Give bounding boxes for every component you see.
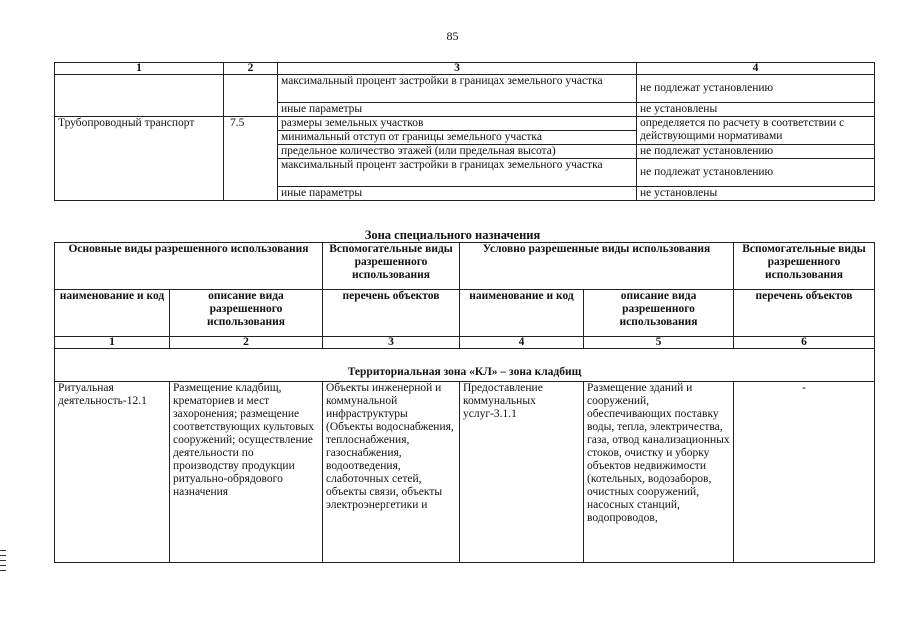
empty-cell (55, 75, 224, 117)
header-cell: 2 (224, 63, 278, 75)
column-number: 2 (170, 337, 323, 349)
conditional-uses-header: Условно разрешенные виды использования (460, 243, 734, 290)
param-cell: иные параметры (278, 187, 637, 201)
column-number: 6 (734, 337, 875, 349)
value-cell: не подлежат установлению (637, 159, 875, 187)
table-header-row (55, 63, 875, 75)
use-name-cell: Трубопроводный транспорт (55, 117, 224, 201)
territorial-zone-title: Территориальная зона «КЛ» – зона кладбищ (55, 349, 875, 382)
objects-list-cell: Объекты инженерной и коммунальной инфраструктуры (Объекты водоснабжения, теплоснабжения, газоснабжения, водоотведения, слаботочных сетей, объекты связи, объекты электроэнергетики и (323, 382, 460, 563)
column-number: 5 (584, 337, 734, 349)
param-cell: минимальный отступ от границы земельного участка (278, 131, 637, 145)
column-number: 3 (323, 337, 460, 349)
value-cell: определяется по расчету в соответствии с действующими нормативами (637, 117, 875, 145)
column-number-row (55, 337, 875, 349)
header-cell: 1 (55, 63, 224, 75)
value-cell: не установлены (637, 103, 875, 117)
sub-header-row (55, 290, 875, 337)
aux-objects-cell: - (734, 382, 875, 563)
param-cell: предельное количество этажей (или предельная высота) (278, 145, 637, 159)
conditional-use-description-cell: Размещение зданий и сооружений, обеспечивающих поставку воды, тепла, электричества, газа, отвод канализационных стоков, очистку и уборку объектов недвижимости (котельных, водозаборов, очистных сооружений, насосных станций, водопроводов, (584, 382, 734, 563)
zone-title: Зона специального назначения (364, 228, 541, 242)
table-row (55, 75, 875, 103)
sub-header-cell: перечень объектов (323, 290, 460, 337)
value-cell: не подлежат установлению (637, 145, 875, 159)
value-cell: не подлежат установлению (637, 75, 875, 103)
parameters-table (54, 62, 875, 201)
use-name-cell: Ритуальная деятельность-12.1 (55, 382, 170, 563)
zone-uses-table (54, 242, 875, 563)
aux-uses-header: Вспомогательные виды разрешенного использования (323, 243, 460, 290)
param-cell: иные параметры (278, 103, 637, 117)
header-cell: 3 (278, 63, 637, 75)
empty-cell (224, 75, 278, 117)
territorial-zone-row (55, 349, 875, 382)
group-header-row (55, 243, 875, 290)
conditional-use-name-cell: Предоставление коммунальных услуг-3.1.1 (460, 382, 584, 563)
sub-header-cell: описание вида разрешенного использования (584, 290, 734, 337)
aux-uses-header-2: Вспомогательные виды разрешенного использования (734, 243, 875, 290)
sub-header-cell: наименование и код (55, 290, 170, 337)
param-cell: максимальный процент застройки в границах земельного участка (278, 159, 637, 187)
column-number: 1 (55, 337, 170, 349)
sub-header-cell: описание вида разрешенного использования (170, 290, 323, 337)
sub-header-cell: наименование и код (460, 290, 584, 337)
table-row (55, 117, 875, 131)
header-cell: 4 (637, 63, 875, 75)
param-cell: максимальный процент застройки в границах земельного участка (278, 75, 637, 103)
column-number: 4 (460, 337, 584, 349)
use-description-cell: Размещение кладбищ, крематориев и мест захоронения; размещение соответствующих культовых сооружений; осуществление деятельности по производству продукции ритуально-обрядового назначения (170, 382, 323, 563)
main-uses-header: Основные виды разрешенного использования (55, 243, 323, 290)
page-number: 85 (446, 29, 459, 43)
param-cell: размеры земельных участков (278, 117, 637, 131)
value-cell: не установлены (637, 187, 875, 201)
scan-edge-marks (0, 550, 6, 575)
use-code-cell: 7.5 (224, 117, 278, 201)
table-row (55, 382, 875, 563)
sub-header-cell: перечень объектов (734, 290, 875, 337)
